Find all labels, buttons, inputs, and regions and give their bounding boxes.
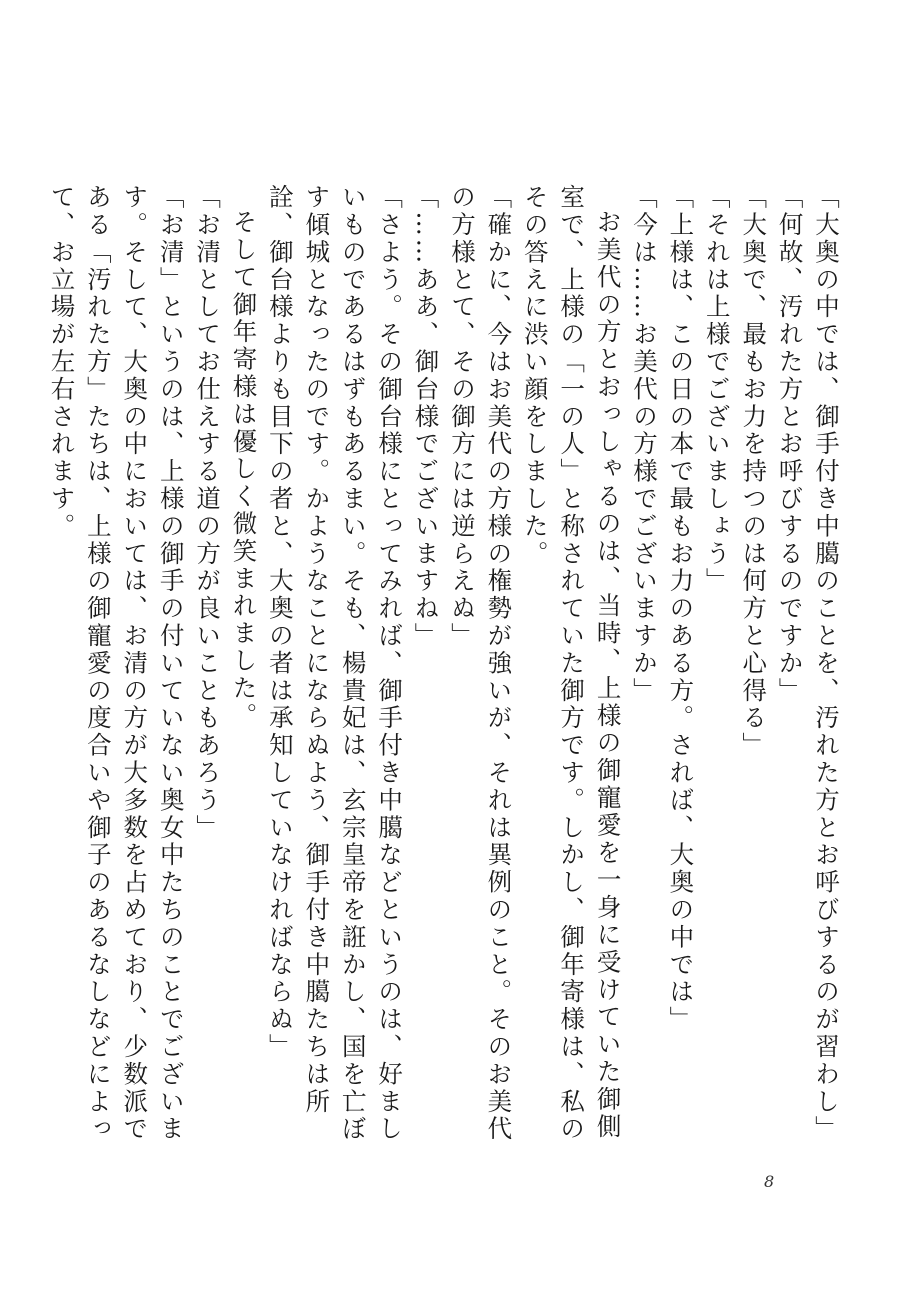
paragraph-5: 「上様は、この日の本で最もお力のある方。されば、大奥の中では」 (666, 184, 696, 1034)
paragraph-3: 「大奥で、最もお力を持つのは何方と心得る」 (739, 184, 769, 760)
paragraph-10: 「さよう。その御台様にとってみれば、御手付き中臈などというのは、好ましいものであるはずもあるまい。そも、楊貴妃は、玄宗皇帝を誑かし、国を亡ぼす傾城となったのです。かようなことにならぬよう、御手付き中臈たちは所詮、御台様よりも目下の者と、大奥の者は承知していなければならぬ」 (265, 184, 405, 1143)
paragraph-12: 「お清としてお仕えする道の方が良いこともあろう」 (193, 184, 223, 842)
paragraph-2: 「何故、汚れた方とお呼びするのですか」 (775, 184, 805, 705)
paragraph-4: 「それは上様でございましょう」 (702, 184, 732, 595)
paragraph-6: 「今は……お美代の方様でございますか」 (629, 184, 659, 705)
page-number: 8 (764, 1172, 775, 1191)
paragraph-8: 「確かに、今はお美代の方様の権勢が強いが、それは異例のこと。そのお美代の方様とて、その御方には逆らえぬ」 (447, 184, 514, 1143)
paragraph-1: 「大奥の中では、御手付き中臈のことを、汚れた方とお呼びするのが習わし」 (812, 184, 841, 1143)
paragraph-9: 「……ああ、御台様でございますね」 (411, 184, 441, 650)
vertical-text-body (47, 184, 844, 1144)
paragraph-7: お美代の方とおっしゃるのは、当時、上様の御寵愛を一身に受けていた御側室で、上様の「一の人」と称されていた御方です。しかし、御年寄様は、私のその答えに渋い顔をしました。 (520, 184, 623, 1143)
paragraph-11: そして御年寄様は優しく微笑まれました。 (229, 208, 259, 730)
paragraph-13: 「お清」というのは、上様の御手の付いていない奥女中たちのことでございます。そして、大奥の中においては、お清の方が大多数を占めており、少数派である「汚れた方」たちは、上様の御寵愛の度合いや御子のあるなしなどによって、お立場が左右されます。 (47, 184, 186, 1143)
